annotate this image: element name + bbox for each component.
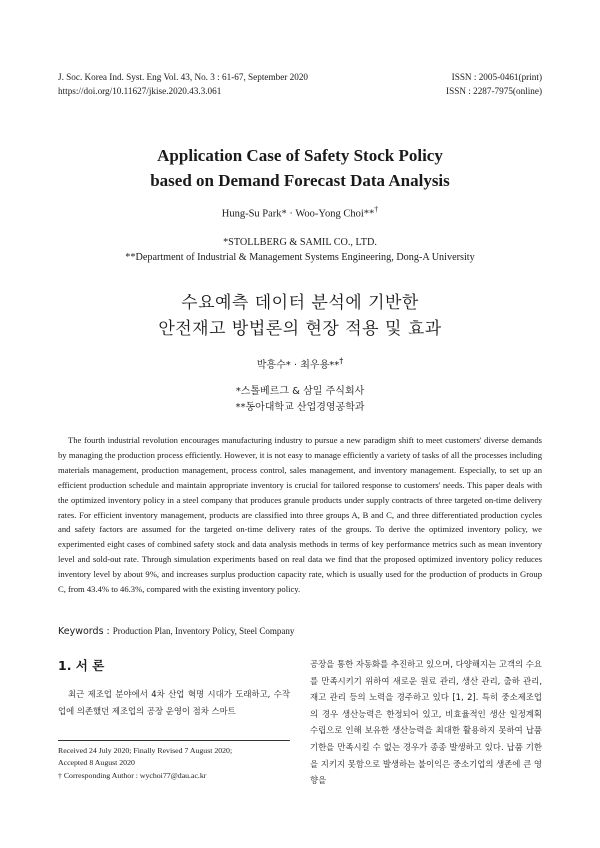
intro-paragraph-left: 최근 제조업 분야에서 4차 산업 혁명 시대가 도래하고, 수작업에 의존했던 제조업의 공장 운영이 점차 스마트 (58, 689, 290, 716)
title-korean (0, 290, 600, 342)
keywords (58, 626, 542, 637)
corresponding-dagger-ko: † (339, 356, 344, 366)
keywords-label: Keywords : (58, 626, 113, 637)
authors-english-names: Hung-Su Park* · Woo-Yong Choi** (221, 208, 375, 220)
title-english-line1: Application Case of Safety Stock Policy (157, 146, 443, 165)
title-english-line2: based on Demand Forecast Data Analysis (150, 171, 450, 190)
title-korean-line2: 안전재고 방법론의 현장 적용 및 효과 (158, 319, 442, 339)
affiliations-korean (0, 384, 600, 416)
abstract-text: The fourth industrial revolution encourages manufacturing industry to pursue a new paradigm shift to meet customers' diverse demands by managing the production process efficiently. However, it is not easy to manage efficiently a variety of tasks of all the processes including materials management, production management, process control, sales management, and inventory management. Especially, to set up an efficient production schedule and maintain appropriate inventory is crucial for tailored response to customers' needs. This paper deals with the optimized inventory policy in a steel company that produces granule products under supply contracts of three targeted on-time delivery rates. For efficient inventory management, products are classified into three groups A, B and C, and three differentiated production cycles and safety factors are assumed for the targeted on-time delivery rates of the groups. To derive the optimized inventory policy, we experimented eight cases of combined safety stock and data analysis methods in terms of key performance metrics such as mean inventory level and sold-out rate. Through simulation experiments based on real data we find that the proposed optimized inventory policy reduces inventory level by about 9%, and increases surplus production capacity rate, which is usually used for the production of products in Group C, from 43.4% to 46.3%, compared with the existing inventory policy. (58, 435, 542, 595)
affiliation-korean-2: **동아대학교 산업경영공학과 (235, 402, 365, 413)
left-column (58, 656, 290, 719)
issn-print: ISSN : 2005-0461(print) (451, 72, 542, 82)
authors-english (0, 205, 600, 220)
footnote-corresponding (58, 770, 290, 782)
footnotes (58, 740, 290, 782)
journal-citation: J. Soc. Korea Ind. Syst. Eng Vol. 43, No. 3 : 61-67, September 2020 (58, 72, 309, 82)
authors-korean (0, 356, 600, 371)
abstract (58, 433, 542, 597)
footnote-accepted: Accepted 8 August 2020 (58, 758, 135, 768)
journal-header (58, 70, 542, 98)
right-column (310, 656, 542, 789)
footnote-received: Received 24 July 2020; Finally Revised 7 August 2020; (58, 746, 233, 755)
affiliation-korean-1: *스톨베르그 & 삼일 주식회사 (235, 386, 365, 397)
doi-link[interactable]: https://doi.org/10.11627/jkise.2020.43.3.061 (58, 86, 222, 96)
footnote-corresponding-text: Corresponding Author : wychoi77@dau.ac.kr (61, 770, 207, 780)
affiliations-english (0, 235, 600, 265)
corresponding-dagger: † (374, 205, 379, 214)
intro-paragraph-right: 공장을 통한 자동화를 추진하고 있으며, 다양해지는 고객의 수요를 만족시키기 위하여 새로운 원료 관리, 생산 관리, 출하 관리, 재고 관리 등의 노력을 경주하고 있다 [1, 2]. 특히 중소제조업의 경우 생산능력은 한정되어 있고, 비효율적인 생산 일정계획 수립으로 인해 보유한 생산능력을 최대한 활용하지 못하여 납품 기한을 만족시킬 수 없는 경우가 종종 발생하고 있다. 납품 기한을 지키지 못함으로 발생하는 불이익은 중소기업의 생존에 큰 영향을 (310, 659, 542, 786)
keywords-text: Production Plan, Inventory Policy, Steel Company (112, 626, 295, 636)
affiliation-english-1: *STOLLBERG & SAMIL CO., LTD. (223, 237, 377, 248)
affiliation-english-2: **Department of Industrial & Management Systems Engineering, Dong-A University (125, 252, 475, 263)
authors-korean-names: 박흥수* · 최우용** (256, 360, 340, 371)
title-korean-line1: 수요예측 데이터 분석에 기반한 (181, 293, 419, 313)
issn-online: ISSN : 2287-7975(online) (446, 86, 542, 96)
footnote-dagger: † (58, 770, 62, 780)
section-heading-introduction: 1. 서 론 (58, 658, 105, 673)
title-english (0, 143, 600, 193)
